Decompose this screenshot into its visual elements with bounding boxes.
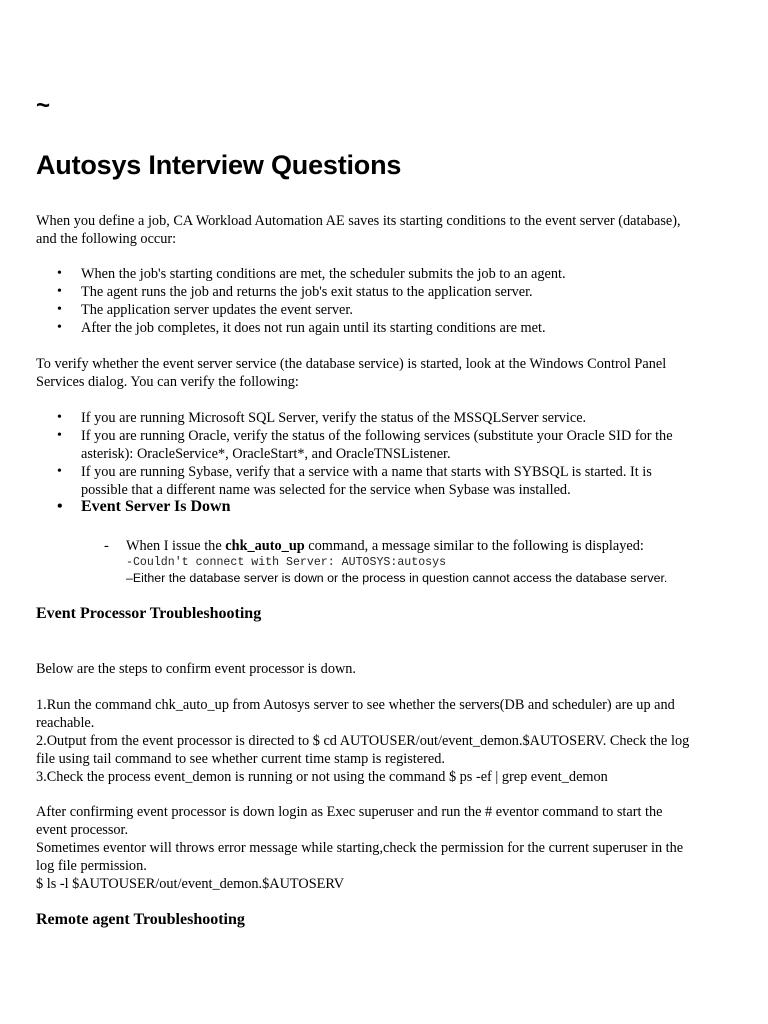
error-message-line: -Couldn't connect with Server: AUTOSYS:autosys: [126, 556, 447, 569]
verify-paragraph: To verify whether the event server service (the database service) is started, look at the Windows Control Panel Services dialog. You can verify the following:: [36, 356, 667, 390]
ls-command: $ ls -l $AUTOUSER/out/event_demon.$AUTOSERV: [36, 876, 345, 892]
ep-troubleshooting-heading: Event Processor Troubleshooting: [36, 605, 262, 622]
step-2: 2.Output from the event processor is directed to $ cd AUTOUSER/out/event_demon.$AUTOSERV. Check the log file using tail command to see whether current time stamp is registered.: [36, 733, 690, 767]
steps-intro: Below are the steps to confirm event processor is down.: [36, 661, 357, 677]
remote-agent-heading: Remote agent Troubleshooting: [36, 911, 245, 928]
line-prefix: When I issue the: [126, 538, 226, 554]
explanation-line: –Either the database server is down or the process in question cannot access the database server.: [126, 571, 668, 585]
page-title: Autosys Interview Questions: [36, 150, 402, 180]
step-3: 3.Check the process event_demon is running or not using the command $ ps -ef | grep event_demon: [36, 769, 608, 785]
intro-paragraph: When you define a job, CA Workload Automation AE saves its starting conditions to the event server (database), and the following occur:: [36, 213, 681, 247]
tilde-mark: ~: [36, 92, 51, 119]
sometimes-text: Sometimes eventor will throws error message while starting,check the permission for the current superuser in the log file permission.: [36, 840, 684, 874]
list-item: • If you are running Sybase, verify that a service with a name that starts with SYBSQL is started. It is possible that a different name was selected for the service when Sybase was installed.: [36, 463, 696, 499]
command-name: chk_auto_up: [225, 538, 305, 554]
list-item: • After the job completes, it does not run again until its starting conditions are met.: [36, 319, 696, 337]
list-item: • If you are running Microsoft SQL Server, verify the status of the MSSQLServer service.: [36, 409, 696, 427]
list-item: • If you are running Oracle, verify the status of the following services (substitute your Oracle SID for the asterisk): OracleService*, OracleStart*, and OracleTNSListener.: [36, 427, 696, 463]
step-1: 1.Run the command chk_auto_up from Autosys server to see whether the servers(DB and scheduler) are up and reachable.: [36, 697, 675, 731]
list-item: • When the job's starting conditions are met, the scheduler submits the job to an agent.: [36, 265, 696, 283]
verify-list: [36, 409, 696, 499]
occur-list: [36, 265, 696, 337]
event-server-down-details: [104, 537, 704, 587]
list-item: • The agent runs the job and returns the job's exit status to the application server.: [36, 283, 696, 301]
dash-mark: -: [104, 538, 109, 554]
list-item: • The application server updates the event server.: [36, 301, 696, 319]
after-confirm-text: After confirming event processor is down login as Exec superuser and run the # eventor command to start the event processor.: [36, 804, 663, 838]
steps-block: [36, 696, 696, 786]
chk-auto-up-line: [104, 537, 704, 555]
event-server-down-heading: • Event Server Is Down: [36, 498, 696, 516]
after-confirm-block: [36, 803, 696, 893]
line-suffix: command, a message similar to the following is displayed:: [304, 538, 644, 554]
